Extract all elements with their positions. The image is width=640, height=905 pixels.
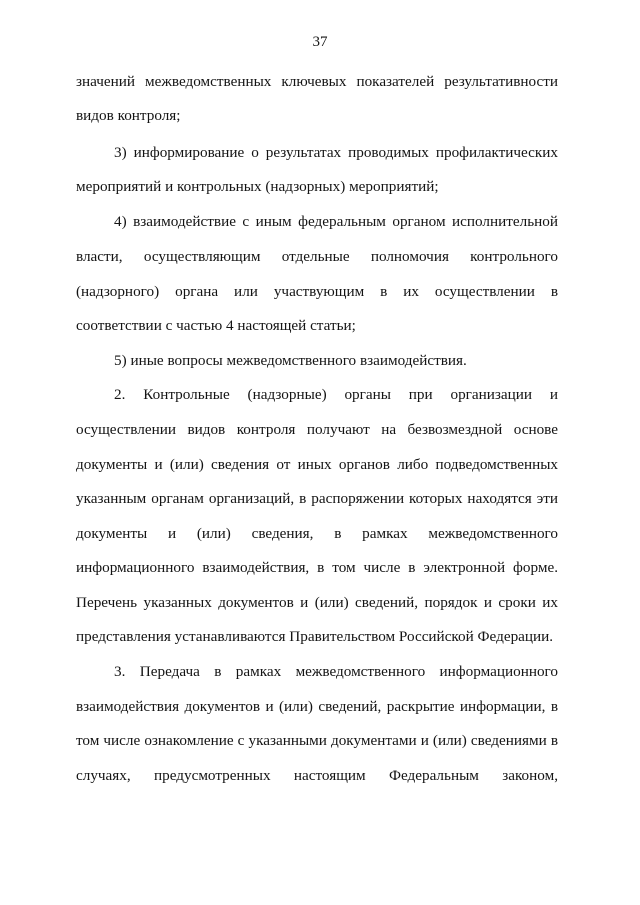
text-line: 3. Передача в рамках межведомственного информационного [114, 663, 558, 680]
text-line: мероприятий и контрольных (надзорных) мероприятий; [76, 178, 439, 195]
text-line: том числе ознакомление с указанными документами и (или) сведениями в [76, 732, 558, 749]
text-line: осуществлении видов контроля получают на безвозмездной основе [76, 421, 558, 438]
text-line: документы и (или) сведения, в рамках межведомственного [76, 525, 558, 542]
text-line: 2. Контрольные (надзорные) органы при организации и [114, 386, 558, 403]
text-line: представления устанавливаются Правительством Российской Федерации. [76, 628, 554, 645]
text-line: взаимодействия документов и (или) сведений, раскрытие информации, в [76, 698, 558, 715]
text-line: (надзорного) органа или участвующим в их осуществлении в [76, 283, 558, 300]
text-line: указанным органам организаций, в распоряжении которых находятся эти [76, 490, 558, 507]
text-line: случаях, предусмотренных настоящим Федеральным законом, [76, 767, 558, 784]
text-line: 3) информирование о результатах проводимых профилактических [114, 144, 558, 161]
text-line: 5) иные вопросы межведомственного взаимодействия. [114, 352, 467, 369]
text-line: власти, осуществляющим отдельные полномочия контрольного [76, 248, 558, 265]
text-line: видов контроля; [76, 107, 181, 124]
text-line: информационного взаимодействия, в том числе в электронной форме. [76, 559, 558, 576]
text-line: значений межведомственных ключевых показателей результативности [76, 73, 558, 90]
page-number: 37 [312, 34, 328, 50]
text-line: соответствии с частью 4 настоящей статьи; [76, 317, 356, 334]
text-line: документы и (или) сведения от иных органов либо подведомственных [76, 456, 558, 473]
text-line: Перечень указанных документов и (или) сведений, порядок и сроки их [76, 594, 558, 611]
text-line: 4) взаимодействие с иным федеральным органом исполнительной [114, 213, 558, 230]
